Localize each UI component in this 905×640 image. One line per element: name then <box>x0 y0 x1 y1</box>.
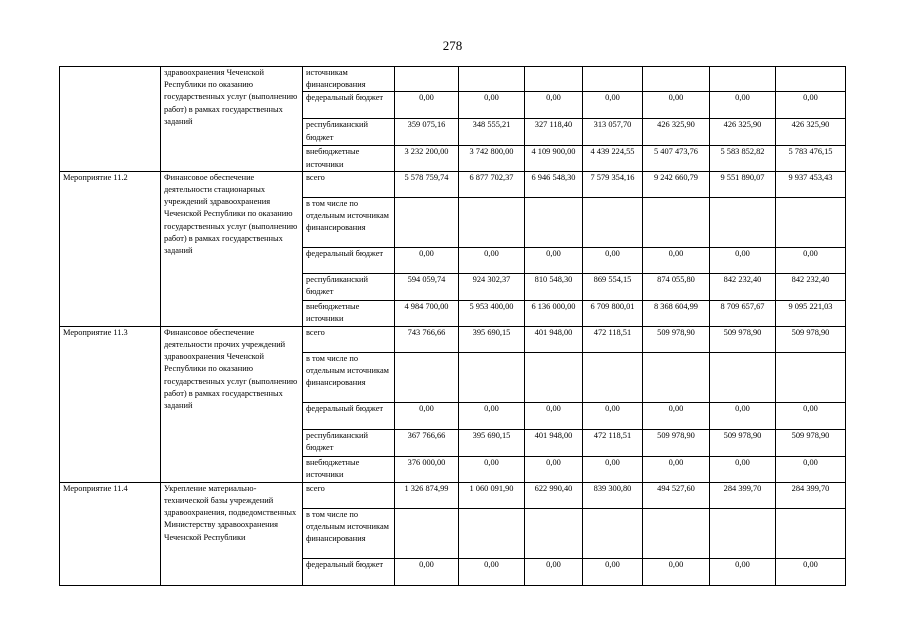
funding-source-cell: федеральный бюджет <box>303 402 395 429</box>
amount-cell: 842 232,40 <box>776 273 846 300</box>
table-row <box>60 171 846 197</box>
amount-cell: 348 555,21 <box>459 119 525 146</box>
amount-cell: 0,00 <box>710 402 776 429</box>
amount-cell: 0,00 <box>525 247 583 273</box>
event-cell: Мероприятие 11.3 <box>60 326 161 482</box>
amount-cell: 3 742 800,00 <box>459 146 525 171</box>
amount-cell: 284 399,70 <box>776 482 846 508</box>
amount-cell: 0,00 <box>710 92 776 119</box>
amount-cell: 0,00 <box>643 558 710 585</box>
amount-cell <box>710 197 776 247</box>
amount-cell: 874 055,80 <box>643 273 710 300</box>
amount-cell: 0,00 <box>710 456 776 482</box>
page-number: 278 <box>442 38 463 53</box>
amount-cell: 0,00 <box>643 402 710 429</box>
funding-source-cell: федеральный бюджет <box>303 247 395 273</box>
amount-cell: 0,00 <box>776 247 846 273</box>
amount-cell <box>643 197 710 247</box>
amount-cell: 426 325,90 <box>776 119 846 146</box>
description-cell: Финансовое обеспечение деятельности стационарных учреждений здравоохранения Чеченской Республики по оказанию государственных услуг (выполнению работ) в рамках государственных заданий <box>161 171 303 326</box>
amount-cell <box>459 67 525 92</box>
amount-cell: 0,00 <box>776 456 846 482</box>
amount-cell: 0,00 <box>459 402 525 429</box>
amount-cell: 622 990,40 <box>525 482 583 508</box>
funding-source-cell: в том числе по отдельным источникам финансирования <box>303 352 395 402</box>
event-cell <box>60 67 161 172</box>
amount-cell: 509 978,90 <box>710 326 776 352</box>
amount-cell <box>776 508 846 558</box>
funding-source-cell: в том числе по отдельным источникам финансирования <box>303 508 395 558</box>
funding-source-cell: республиканский бюджет <box>303 429 395 456</box>
amount-cell: 0,00 <box>643 456 710 482</box>
table-row <box>60 482 846 508</box>
amount-cell: 3 232 200,00 <box>395 146 459 171</box>
amount-cell <box>395 508 459 558</box>
amount-cell <box>583 352 643 402</box>
amount-cell: 4 984 700,00 <box>395 300 459 326</box>
amount-cell: 327 118,40 <box>525 119 583 146</box>
funding-source-cell: республиканский бюджет <box>303 273 395 300</box>
amount-cell: 7 579 354,16 <box>583 171 643 197</box>
amount-cell: 509 978,90 <box>643 429 710 456</box>
amount-cell: 509 978,90 <box>643 326 710 352</box>
amount-cell: 0,00 <box>643 247 710 273</box>
amount-cell: 284 399,70 <box>710 482 776 508</box>
amount-cell <box>525 197 583 247</box>
amount-cell: 401 948,00 <box>525 326 583 352</box>
amount-cell: 0,00 <box>525 402 583 429</box>
funding-source-cell: республиканский бюджет <box>303 119 395 146</box>
amount-cell: 367 766,66 <box>395 429 459 456</box>
amount-cell: 376 000,00 <box>395 456 459 482</box>
amount-cell: 1 326 874,99 <box>395 482 459 508</box>
amount-cell <box>583 67 643 92</box>
amount-cell: 6 946 548,30 <box>525 171 583 197</box>
amount-cell: 0,00 <box>395 92 459 119</box>
funding-source-cell: источникам финансирования <box>303 67 395 92</box>
amount-cell <box>525 352 583 402</box>
description-cell: Финансовое обеспечение деятельности прочих учреждений здравоохранения Чеченской Республики по оказанию государственных услуг (выполнению работ) в рамках государственных заданий <box>161 326 303 482</box>
amount-cell: 0,00 <box>776 558 846 585</box>
funding-source-cell: внебюджетные источники <box>303 146 395 171</box>
amount-cell <box>395 67 459 92</box>
amount-cell: 5 578 759,74 <box>395 171 459 197</box>
amount-cell: 0,00 <box>710 247 776 273</box>
amount-cell: 494 527,60 <box>643 482 710 508</box>
amount-cell <box>776 197 846 247</box>
description-cell: Укрепление материально-технической базы учреждений здравоохранения, подведомственных Министерству здравоохранения Чеченской Республики <box>161 482 303 585</box>
amount-cell <box>583 197 643 247</box>
amount-cell: 0,00 <box>583 456 643 482</box>
amount-cell: 0,00 <box>583 92 643 119</box>
amount-cell: 0,00 <box>525 92 583 119</box>
amount-cell <box>643 508 710 558</box>
budget-table <box>59 66 846 586</box>
amount-cell: 472 118,51 <box>583 429 643 456</box>
amount-cell <box>710 67 776 92</box>
amount-cell: 839 300,80 <box>583 482 643 508</box>
amount-cell: 594 059,74 <box>395 273 459 300</box>
amount-cell: 5 953 400,00 <box>459 300 525 326</box>
amount-cell: 810 548,30 <box>525 273 583 300</box>
amount-cell: 426 325,90 <box>643 119 710 146</box>
amount-cell: 0,00 <box>459 558 525 585</box>
amount-cell: 5 583 852,82 <box>710 146 776 171</box>
event-cell: Мероприятие 11.4 <box>60 482 161 585</box>
funding-source-cell: всего <box>303 326 395 352</box>
amount-cell <box>459 197 525 247</box>
amount-cell: 0,00 <box>710 558 776 585</box>
amount-cell: 9 095 221,03 <box>776 300 846 326</box>
amount-cell <box>395 352 459 402</box>
amount-cell: 401 948,00 <box>525 429 583 456</box>
amount-cell <box>525 508 583 558</box>
funding-source-cell: в том числе по отдельным источникам финансирования <box>303 197 395 247</box>
amount-cell: 0,00 <box>459 247 525 273</box>
amount-cell: 5 783 476,15 <box>776 146 846 171</box>
amount-cell: 472 118,51 <box>583 326 643 352</box>
funding-source-cell: внебюджетные источники <box>303 456 395 482</box>
amount-cell <box>776 352 846 402</box>
amount-cell <box>710 352 776 402</box>
amount-cell: 5 407 473,76 <box>643 146 710 171</box>
amount-cell: 0,00 <box>583 402 643 429</box>
amount-cell: 4 109 900,00 <box>525 146 583 171</box>
amount-cell: 395 690,15 <box>459 429 525 456</box>
amount-cell <box>643 67 710 92</box>
amount-cell: 509 978,90 <box>776 429 846 456</box>
amount-cell: 0,00 <box>459 92 525 119</box>
funding-source-cell: внебюджетные источники <box>303 300 395 326</box>
amount-cell: 426 325,90 <box>710 119 776 146</box>
amount-cell: 9 937 453,43 <box>776 171 846 197</box>
amount-cell: 6 877 702,37 <box>459 171 525 197</box>
event-cell: Мероприятие 11.2 <box>60 171 161 326</box>
amount-cell: 6 709 800,01 <box>583 300 643 326</box>
table-row <box>60 67 846 92</box>
amount-cell <box>776 67 846 92</box>
amount-cell: 869 554,15 <box>583 273 643 300</box>
amount-cell: 0,00 <box>459 456 525 482</box>
table-row <box>60 326 846 352</box>
amount-cell: 0,00 <box>583 558 643 585</box>
amount-cell: 0,00 <box>395 402 459 429</box>
amount-cell <box>525 67 583 92</box>
amount-cell <box>583 508 643 558</box>
amount-cell: 842 232,40 <box>710 273 776 300</box>
amount-cell: 0,00 <box>525 456 583 482</box>
amount-cell <box>459 352 525 402</box>
funding-source-cell: федеральный бюджет <box>303 92 395 119</box>
amount-cell: 8 709 657,67 <box>710 300 776 326</box>
amount-cell <box>459 508 525 558</box>
amount-cell: 359 075,16 <box>395 119 459 146</box>
description-cell: здравоохранения Чеченской Республики по оказанию государственных услуг (выполнению работ) в рамках государственных заданий <box>161 67 303 172</box>
amount-cell: 4 439 224,55 <box>583 146 643 171</box>
amount-cell: 313 057,70 <box>583 119 643 146</box>
amount-cell: 0,00 <box>525 558 583 585</box>
amount-cell: 743 766,66 <box>395 326 459 352</box>
amount-cell: 0,00 <box>776 402 846 429</box>
funding-source-cell: федеральный бюджет <box>303 558 395 585</box>
amount-cell: 1 060 091,90 <box>459 482 525 508</box>
amount-cell: 9 551 890,07 <box>710 171 776 197</box>
amount-cell: 0,00 <box>643 92 710 119</box>
funding-source-cell: всего <box>303 171 395 197</box>
amount-cell: 0,00 <box>583 247 643 273</box>
amount-cell: 509 978,90 <box>776 326 846 352</box>
amount-cell: 395 690,15 <box>459 326 525 352</box>
amount-cell: 0,00 <box>395 247 459 273</box>
amount-cell: 0,00 <box>395 558 459 585</box>
amount-cell: 8 368 604,99 <box>643 300 710 326</box>
amount-cell: 924 302,37 <box>459 273 525 300</box>
amount-cell <box>643 352 710 402</box>
amount-cell: 6 136 000,00 <box>525 300 583 326</box>
funding-source-cell: всего <box>303 482 395 508</box>
amount-cell: 0,00 <box>776 92 846 119</box>
amount-cell <box>710 508 776 558</box>
amount-cell: 9 242 660,79 <box>643 171 710 197</box>
amount-cell: 509 978,90 <box>710 429 776 456</box>
amount-cell <box>395 197 459 247</box>
